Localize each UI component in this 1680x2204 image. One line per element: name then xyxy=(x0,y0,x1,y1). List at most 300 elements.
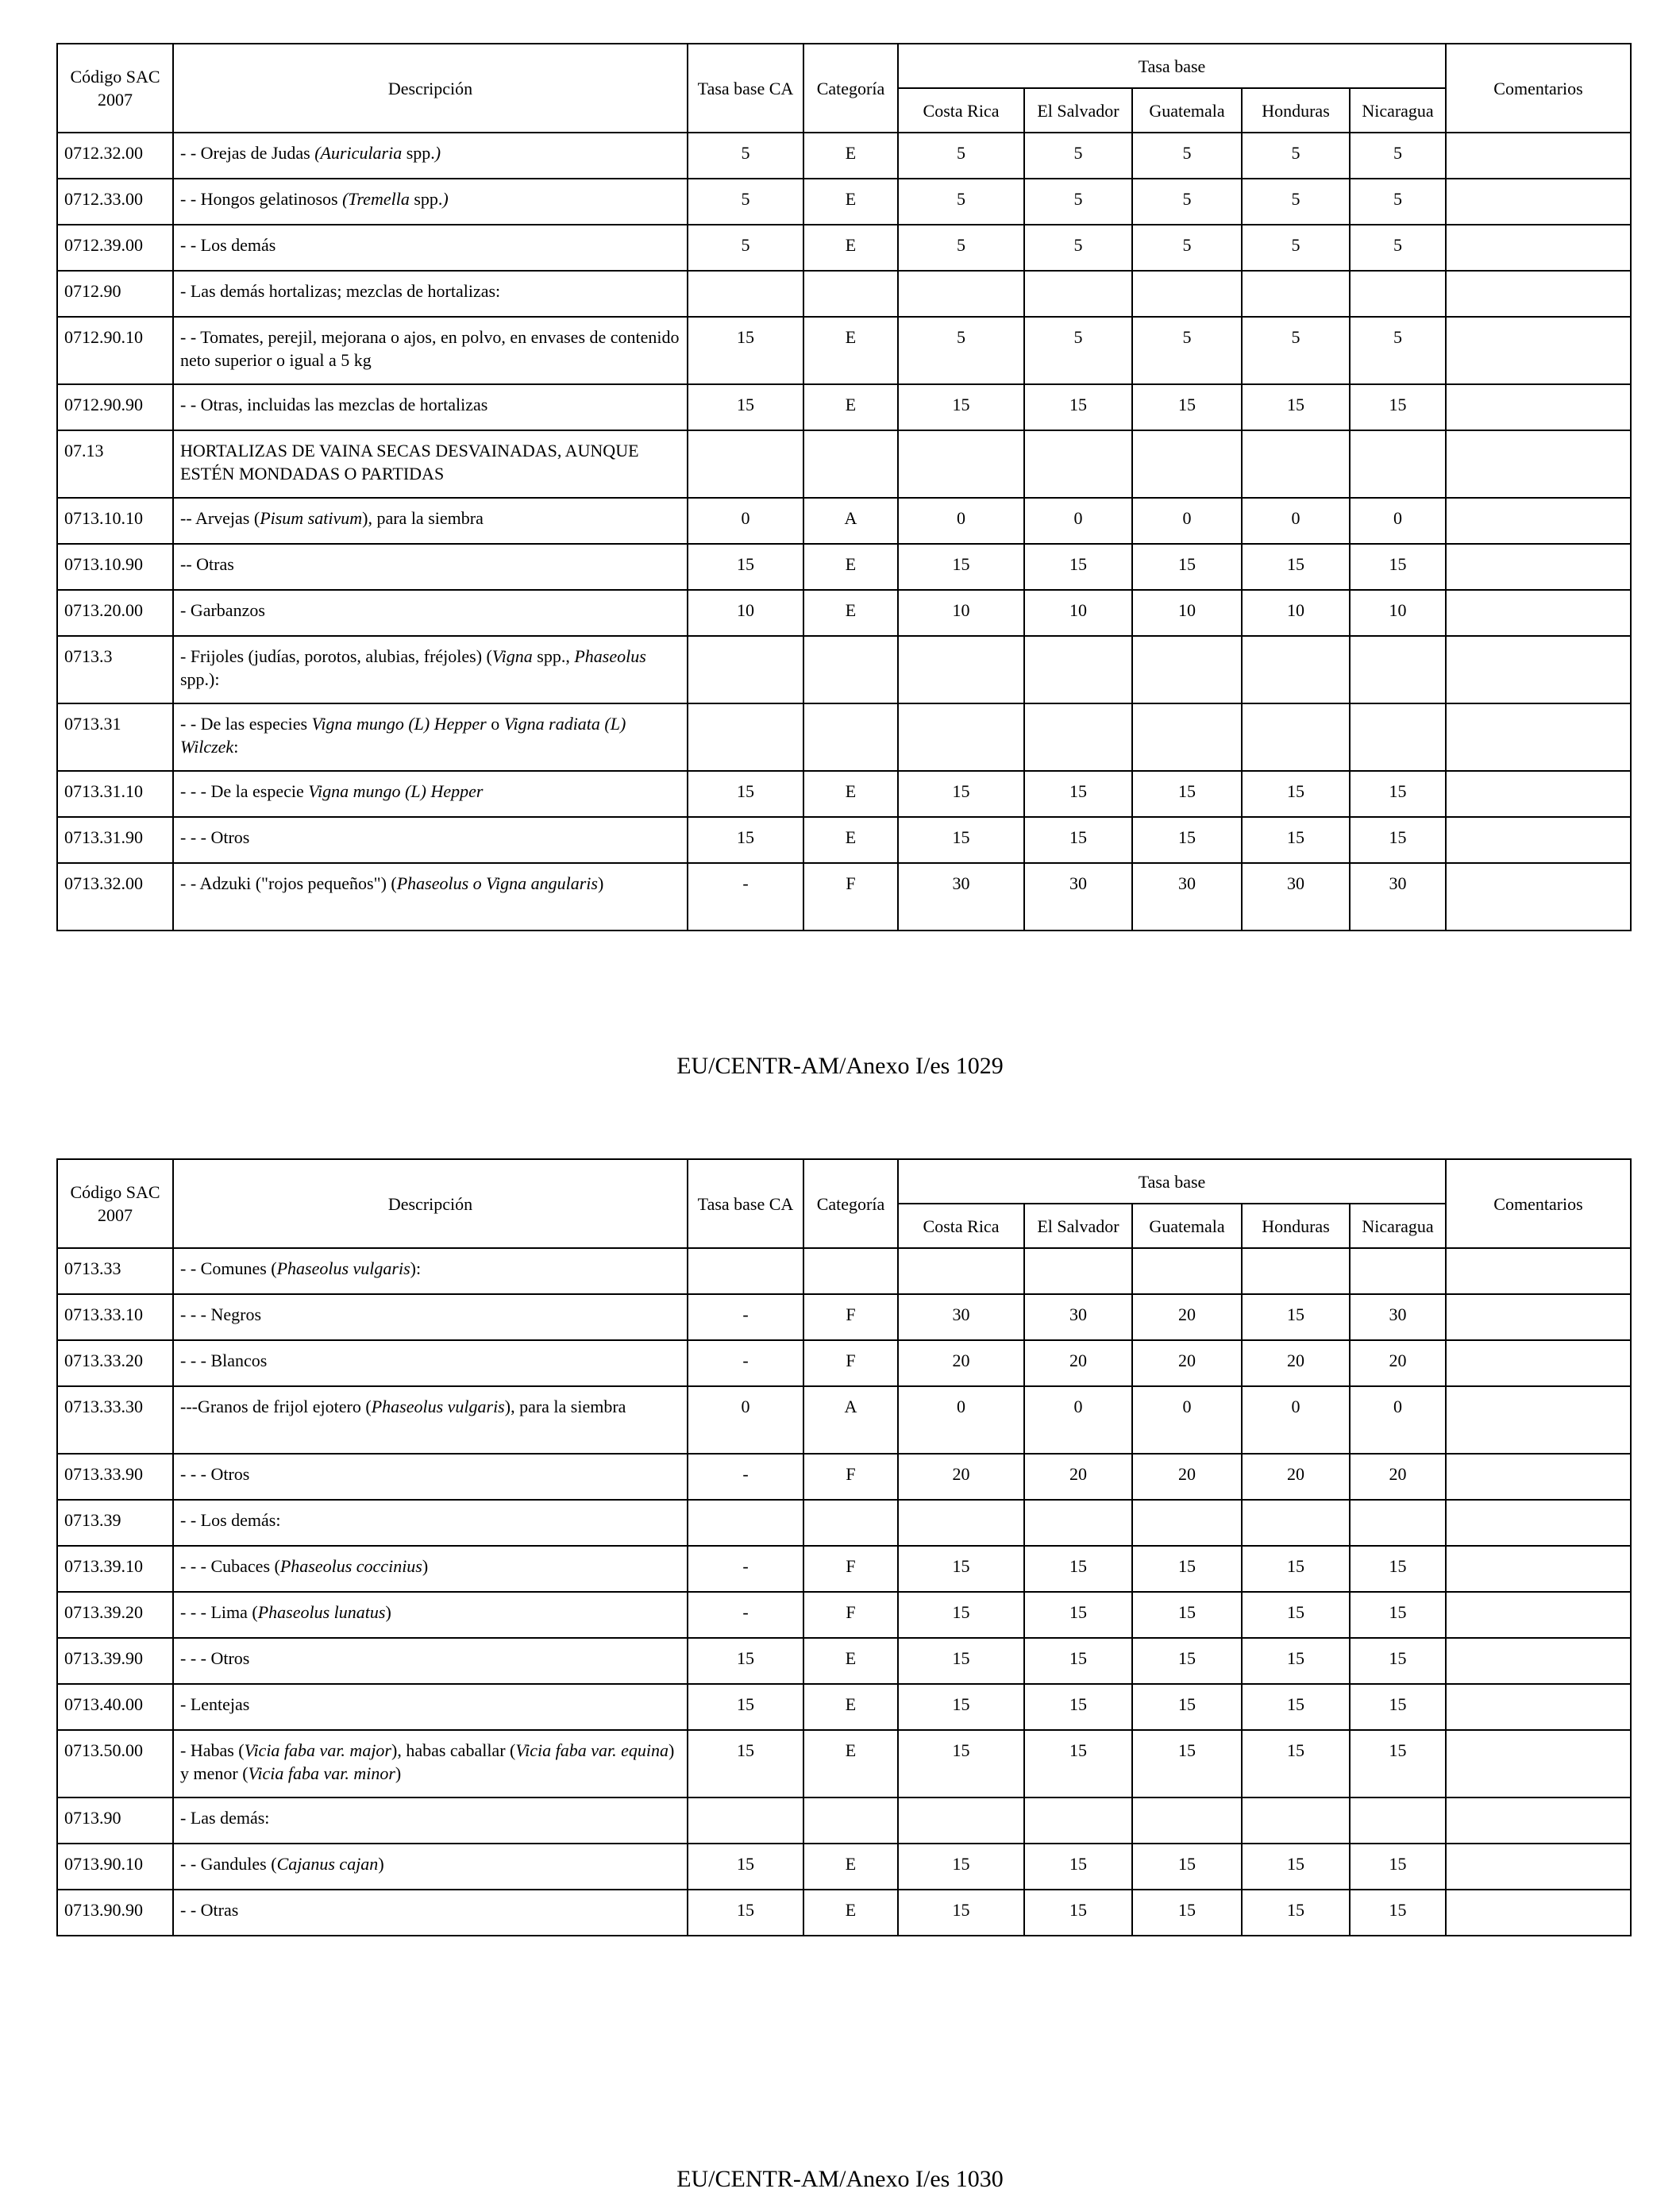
row-comments xyxy=(1446,1730,1631,1797)
row-country-rate: 0 xyxy=(1350,498,1446,544)
row-country-rate xyxy=(898,271,1024,317)
row-comments xyxy=(1446,1890,1631,1936)
row-code: 0713.20.00 xyxy=(57,590,173,636)
row-description: - - De las especies Vigna mungo (L) Hepper o Vigna radiata (L) Wilczek: xyxy=(173,703,688,771)
row-country-rate: 0 xyxy=(1242,1386,1350,1454)
row-country-rate: 15 xyxy=(1024,1592,1132,1638)
row-base-rate-ca xyxy=(688,1797,803,1844)
row-country-rate: 30 xyxy=(1132,863,1242,931)
row-description: - - Tomates, perejil, mejorana o ajos, en polvo, en envases de contenido neto superior o igual a 5 kg xyxy=(173,317,688,384)
table-row xyxy=(57,1638,1631,1684)
row-country-rate: 15 xyxy=(898,1546,1024,1592)
row-country-rate xyxy=(1024,703,1132,771)
row-category: E xyxy=(803,1730,898,1797)
row-country-rate: 15 xyxy=(898,817,1024,863)
row-description: - - - Otros xyxy=(173,817,688,863)
row-code: 0713.10.10 xyxy=(57,498,173,544)
page-footer: EU/CENTR-AM/Anexo I/es 1030 xyxy=(676,2166,1004,2192)
table-row xyxy=(57,1340,1631,1386)
row-description: - - - De la especie Vigna mungo (L) Hepper xyxy=(173,771,688,817)
row-code: 0713.31.90 xyxy=(57,817,173,863)
row-description: - - Orejas de Judas (Auricularia spp.) xyxy=(173,133,688,179)
table-row xyxy=(57,317,1631,384)
row-country-rate xyxy=(1242,1500,1350,1546)
row-description: HORTALIZAS DE VAINA SECAS DESVAINADAS, AUNQUE ESTÉN MONDADAS O PARTIDAS xyxy=(173,430,688,498)
row-base-rate-ca: 5 xyxy=(688,179,803,225)
header-country: Costa Rica xyxy=(898,1204,1024,1248)
row-comments xyxy=(1446,1248,1631,1294)
row-country-rate xyxy=(1132,636,1242,703)
row-comments xyxy=(1446,1844,1631,1890)
row-description: - - - Blancos xyxy=(173,1340,688,1386)
row-description: - - Adzuki ("rojos pequeños") (Phaseolus o Vigna angularis) xyxy=(173,863,688,931)
row-country-rate: 15 xyxy=(898,1730,1024,1797)
row-base-rate-ca: 5 xyxy=(688,133,803,179)
row-country-rate xyxy=(1350,636,1446,703)
row-country-rate: 15 xyxy=(1242,1546,1350,1592)
row-country-rate: 15 xyxy=(1132,1730,1242,1797)
row-code: 0712.90.90 xyxy=(57,384,173,430)
row-country-rate: 15 xyxy=(1350,771,1446,817)
row-base-rate-ca xyxy=(688,1248,803,1294)
row-category: F xyxy=(803,1340,898,1386)
row-category xyxy=(803,636,898,703)
row-description: - Garbanzos xyxy=(173,590,688,636)
row-country-rate: 5 xyxy=(1242,179,1350,225)
row-country-rate: 5 xyxy=(1024,133,1132,179)
header-country: Guatemala xyxy=(1132,1204,1242,1248)
row-country-rate: 5 xyxy=(1132,179,1242,225)
row-category: E xyxy=(803,1684,898,1730)
row-base-rate-ca xyxy=(688,430,803,498)
row-category: F xyxy=(803,1454,898,1500)
row-country-rate: 5 xyxy=(1242,225,1350,271)
row-country-rate: 15 xyxy=(1024,1638,1132,1684)
row-country-rate: 15 xyxy=(1350,817,1446,863)
tariff-table-page-1030 xyxy=(56,1158,1632,1936)
row-country-rate xyxy=(898,1500,1024,1546)
row-comments xyxy=(1446,1340,1631,1386)
row-country-rate: 30 xyxy=(1350,1294,1446,1340)
table-row xyxy=(57,590,1631,636)
row-country-rate: 15 xyxy=(1024,1844,1132,1890)
row-base-rate-ca: 5 xyxy=(688,225,803,271)
row-country-rate: 5 xyxy=(1350,317,1446,384)
row-category xyxy=(803,271,898,317)
row-country-rate: 0 xyxy=(1132,1386,1242,1454)
row-country-rate: 15 xyxy=(1024,817,1132,863)
row-country-rate: 30 xyxy=(1024,863,1132,931)
row-country-rate: 15 xyxy=(1350,1638,1446,1684)
row-country-rate: 15 xyxy=(1350,1730,1446,1797)
page-footer: EU/CENTR-AM/Anexo I/es 1029 xyxy=(676,1053,1004,1079)
row-country-rate: 5 xyxy=(1350,179,1446,225)
row-base-rate-ca: - xyxy=(688,1340,803,1386)
row-comments xyxy=(1446,817,1631,863)
table-row xyxy=(57,817,1631,863)
row-country-rate: 5 xyxy=(1024,225,1132,271)
row-code: 0713.33.10 xyxy=(57,1294,173,1340)
table-row xyxy=(57,179,1631,225)
header-base-rate-ca: Tasa base CA xyxy=(688,1159,803,1248)
table-row xyxy=(57,1730,1631,1797)
header-base-rate: Tasa base xyxy=(898,1159,1446,1204)
row-category: F xyxy=(803,863,898,931)
row-country-rate: 15 xyxy=(1024,544,1132,590)
row-country-rate xyxy=(898,1797,1024,1844)
row-country-rate: 30 xyxy=(898,863,1024,931)
row-country-rate: 15 xyxy=(1242,1684,1350,1730)
row-country-rate: 15 xyxy=(1242,1638,1350,1684)
row-country-rate xyxy=(1024,1797,1132,1844)
table-row xyxy=(57,636,1631,703)
header-comments: Comentarios xyxy=(1446,44,1631,133)
row-country-rate: 10 xyxy=(1024,590,1132,636)
table-row xyxy=(57,1248,1631,1294)
row-code: 0712.39.00 xyxy=(57,225,173,271)
row-country-rate: 15 xyxy=(1132,1592,1242,1638)
row-comments xyxy=(1446,1797,1631,1844)
row-country-rate: 15 xyxy=(1024,1890,1132,1936)
row-category xyxy=(803,430,898,498)
row-code: 0712.90.10 xyxy=(57,317,173,384)
row-description: - - - Cubaces (Phaseolus coccinius) xyxy=(173,1546,688,1592)
row-country-rate: 5 xyxy=(1132,133,1242,179)
row-country-rate xyxy=(1242,1248,1350,1294)
row-country-rate: 15 xyxy=(1242,384,1350,430)
row-country-rate: 15 xyxy=(1132,1890,1242,1936)
row-country-rate xyxy=(1024,1248,1132,1294)
table-row xyxy=(57,1797,1631,1844)
row-country-rate: 20 xyxy=(1132,1454,1242,1500)
row-base-rate-ca: 15 xyxy=(688,317,803,384)
row-comments xyxy=(1446,1294,1631,1340)
row-code: 0713.10.90 xyxy=(57,544,173,590)
row-category: E xyxy=(803,225,898,271)
row-code: 0713.31 xyxy=(57,703,173,771)
row-country-rate: 15 xyxy=(898,1638,1024,1684)
header-country: Costa Rica xyxy=(898,88,1024,133)
row-country-rate: 15 xyxy=(1024,1546,1132,1592)
header-description: Descripción xyxy=(173,1159,688,1248)
row-description: - - Los demás: xyxy=(173,1500,688,1546)
row-category: E xyxy=(803,817,898,863)
row-comments xyxy=(1446,544,1631,590)
row-description: - - Hongos gelatinosos (Tremella spp.) xyxy=(173,179,688,225)
table-row xyxy=(57,225,1631,271)
row-country-rate: 5 xyxy=(1132,317,1242,384)
row-country-rate: 0 xyxy=(1024,1386,1132,1454)
row-country-rate: 5 xyxy=(1132,225,1242,271)
table-row xyxy=(57,1454,1631,1500)
row-category: F xyxy=(803,1546,898,1592)
row-country-rate: 5 xyxy=(1242,133,1350,179)
row-comments xyxy=(1446,863,1631,931)
row-country-rate: 20 xyxy=(1132,1294,1242,1340)
row-category: A xyxy=(803,1386,898,1454)
header-code: Código SAC 2007 xyxy=(57,44,173,133)
row-country-rate xyxy=(1350,271,1446,317)
row-country-rate: 15 xyxy=(1242,1844,1350,1890)
row-country-rate xyxy=(898,636,1024,703)
row-country-rate: 15 xyxy=(1132,384,1242,430)
row-country-rate: 20 xyxy=(1132,1340,1242,1386)
row-country-rate: 15 xyxy=(898,384,1024,430)
row-comments xyxy=(1446,225,1631,271)
row-base-rate-ca xyxy=(688,271,803,317)
row-category xyxy=(803,1248,898,1294)
row-category: E xyxy=(803,384,898,430)
row-country-rate xyxy=(1242,430,1350,498)
row-country-rate xyxy=(1350,1248,1446,1294)
row-code: 0713.33.30 xyxy=(57,1386,173,1454)
row-category: A xyxy=(803,498,898,544)
row-description: ---Granos de frijol ejotero (Phaseolus vulgaris), para la siembra xyxy=(173,1386,688,1454)
header-description: Descripción xyxy=(173,44,688,133)
header-country: Nicaragua xyxy=(1350,1204,1446,1248)
header-base-rate: Tasa base xyxy=(898,44,1446,88)
row-country-rate: 0 xyxy=(1350,1386,1446,1454)
row-category xyxy=(803,1797,898,1844)
row-code: 0713.50.00 xyxy=(57,1730,173,1797)
row-base-rate-ca xyxy=(688,1500,803,1546)
row-country-rate xyxy=(898,1248,1024,1294)
row-description: -- Arvejas (Pisum sativum), para la siembra xyxy=(173,498,688,544)
row-base-rate-ca: 0 xyxy=(688,1386,803,1454)
row-base-rate-ca xyxy=(688,703,803,771)
row-base-rate-ca xyxy=(688,636,803,703)
row-base-rate-ca: - xyxy=(688,1546,803,1592)
row-category: F xyxy=(803,1592,898,1638)
row-base-rate-ca: 15 xyxy=(688,1890,803,1936)
row-country-rate: 15 xyxy=(1132,817,1242,863)
row-description: - Frijoles (judías, porotos, alubias, fréjoles) (Vigna spp., Phaseolus spp.): xyxy=(173,636,688,703)
row-country-rate: 15 xyxy=(1350,1684,1446,1730)
row-country-rate xyxy=(1024,636,1132,703)
row-code: 0713.31.10 xyxy=(57,771,173,817)
row-base-rate-ca: 15 xyxy=(688,1638,803,1684)
row-country-rate: 15 xyxy=(1024,771,1132,817)
row-country-rate: 5 xyxy=(1242,317,1350,384)
row-country-rate: 15 xyxy=(1242,1592,1350,1638)
row-code: 0713.39.90 xyxy=(57,1638,173,1684)
row-base-rate-ca: 0 xyxy=(688,498,803,544)
table-row xyxy=(57,133,1631,179)
row-comments xyxy=(1446,271,1631,317)
row-country-rate xyxy=(1350,1797,1446,1844)
row-country-rate: 15 xyxy=(1350,1844,1446,1890)
header-category: Categoría xyxy=(803,44,898,133)
row-code: 0712.90 xyxy=(57,271,173,317)
row-comments xyxy=(1446,430,1631,498)
row-code: 0713.39.20 xyxy=(57,1592,173,1638)
row-country-rate: 10 xyxy=(1242,590,1350,636)
row-base-rate-ca: - xyxy=(688,1294,803,1340)
row-base-rate-ca: 15 xyxy=(688,544,803,590)
row-country-rate xyxy=(1132,1797,1242,1844)
row-country-rate: 15 xyxy=(898,1684,1024,1730)
row-country-rate: 15 xyxy=(1024,384,1132,430)
row-description: - Habas (Vicia faba var. major), habas caballar (Vicia faba var. equina) y menor (Vicia faba var. minor) xyxy=(173,1730,688,1797)
row-code: 0713.32.00 xyxy=(57,863,173,931)
row-country-rate xyxy=(898,703,1024,771)
row-country-rate: 15 xyxy=(1242,544,1350,590)
row-comments xyxy=(1446,498,1631,544)
table-row xyxy=(57,498,1631,544)
row-description: - Las demás: xyxy=(173,1797,688,1844)
row-code: 0713.33 xyxy=(57,1248,173,1294)
row-country-rate: 0 xyxy=(898,1386,1024,1454)
row-comments xyxy=(1446,703,1631,771)
row-country-rate: 15 xyxy=(1350,384,1446,430)
row-country-rate: 20 xyxy=(1350,1340,1446,1386)
table-row xyxy=(57,1844,1631,1890)
row-country-rate xyxy=(1350,1500,1446,1546)
row-description: - - Comunes (Phaseolus vulgaris): xyxy=(173,1248,688,1294)
table-row xyxy=(57,1592,1631,1638)
table-row xyxy=(57,703,1631,771)
row-comments xyxy=(1446,1546,1631,1592)
row-code: 0713.90.10 xyxy=(57,1844,173,1890)
row-country-rate: 15 xyxy=(1350,1592,1446,1638)
row-description: - - - Negros xyxy=(173,1294,688,1340)
row-country-rate: 5 xyxy=(1024,179,1132,225)
table-row xyxy=(57,384,1631,430)
row-code: 0713.40.00 xyxy=(57,1684,173,1730)
row-country-rate xyxy=(1024,271,1132,317)
row-category: E xyxy=(803,317,898,384)
row-country-rate: 15 xyxy=(1132,1684,1242,1730)
row-country-rate: 30 xyxy=(898,1294,1024,1340)
row-category: E xyxy=(803,544,898,590)
row-category: E xyxy=(803,771,898,817)
row-country-rate: 20 xyxy=(1024,1454,1132,1500)
row-base-rate-ca: - xyxy=(688,1592,803,1638)
table-row xyxy=(57,544,1631,590)
row-country-rate: 15 xyxy=(1024,1684,1132,1730)
row-category: E xyxy=(803,179,898,225)
tariff-table-page-1029 xyxy=(56,43,1632,931)
row-base-rate-ca: 15 xyxy=(688,1730,803,1797)
table-row xyxy=(57,1294,1631,1340)
row-country-rate: 30 xyxy=(1350,863,1446,931)
row-country-rate: 15 xyxy=(1132,1638,1242,1684)
row-country-rate: 15 xyxy=(1242,771,1350,817)
row-country-rate xyxy=(1242,636,1350,703)
header-country: El Salvador xyxy=(1024,1204,1132,1248)
row-comments xyxy=(1446,1500,1631,1546)
row-country-rate: 15 xyxy=(1242,817,1350,863)
row-code: 0713.33.20 xyxy=(57,1340,173,1386)
row-country-rate: 10 xyxy=(898,590,1024,636)
row-country-rate: 15 xyxy=(1350,1546,1446,1592)
row-country-rate: 10 xyxy=(1350,590,1446,636)
row-description: - Lentejas xyxy=(173,1684,688,1730)
row-comments xyxy=(1446,636,1631,703)
row-code: 0713.39.10 xyxy=(57,1546,173,1592)
header-country: Honduras xyxy=(1242,88,1350,133)
row-description: -- Otras xyxy=(173,544,688,590)
row-country-rate: 5 xyxy=(1024,317,1132,384)
row-country-rate: 0 xyxy=(898,498,1024,544)
row-country-rate: 15 xyxy=(898,1890,1024,1936)
row-country-rate: 20 xyxy=(898,1340,1024,1386)
row-code: 0713.3 xyxy=(57,636,173,703)
row-description: - - Gandules (Cajanus cajan) xyxy=(173,1844,688,1890)
row-country-rate: 15 xyxy=(898,771,1024,817)
row-country-rate: 5 xyxy=(898,225,1024,271)
row-category: F xyxy=(803,1294,898,1340)
table-row xyxy=(57,271,1631,317)
row-category: E xyxy=(803,1890,898,1936)
row-country-rate xyxy=(1242,703,1350,771)
row-comments xyxy=(1446,384,1631,430)
row-country-rate xyxy=(1132,703,1242,771)
row-country-rate xyxy=(1132,271,1242,317)
table-row xyxy=(57,863,1631,931)
row-country-rate: 15 xyxy=(1350,1890,1446,1936)
row-comments xyxy=(1446,317,1631,384)
row-category: E xyxy=(803,1844,898,1890)
row-comments xyxy=(1446,1592,1631,1638)
header-country: Honduras xyxy=(1242,1204,1350,1248)
row-country-rate: 15 xyxy=(1242,1890,1350,1936)
row-comments xyxy=(1446,1386,1631,1454)
row-comments xyxy=(1446,590,1631,636)
row-country-rate: 30 xyxy=(1242,863,1350,931)
header-comments: Comentarios xyxy=(1446,1159,1631,1248)
table-row xyxy=(57,1684,1631,1730)
row-country-rate: 15 xyxy=(898,544,1024,590)
row-country-rate: 15 xyxy=(1350,544,1446,590)
row-code: 0713.39 xyxy=(57,1500,173,1546)
row-country-rate: 15 xyxy=(1242,1730,1350,1797)
row-country-rate xyxy=(1024,1500,1132,1546)
table-row xyxy=(57,1890,1631,1936)
row-description: - - - Otros xyxy=(173,1638,688,1684)
table-row xyxy=(57,771,1631,817)
row-country-rate xyxy=(1242,1797,1350,1844)
row-code: 0713.90.90 xyxy=(57,1890,173,1936)
row-country-rate: 15 xyxy=(1132,771,1242,817)
row-country-rate: 5 xyxy=(1350,133,1446,179)
row-category: E xyxy=(803,133,898,179)
row-base-rate-ca: - xyxy=(688,863,803,931)
row-description: - - - Lima (Phaseolus lunatus) xyxy=(173,1592,688,1638)
row-country-rate: 5 xyxy=(898,317,1024,384)
row-country-rate xyxy=(1132,1248,1242,1294)
row-country-rate xyxy=(1132,430,1242,498)
row-country-rate: 15 xyxy=(898,1592,1024,1638)
row-country-rate xyxy=(898,430,1024,498)
row-base-rate-ca: 15 xyxy=(688,771,803,817)
row-country-rate: 10 xyxy=(1132,590,1242,636)
row-base-rate-ca: 15 xyxy=(688,384,803,430)
row-base-rate-ca: 15 xyxy=(688,1684,803,1730)
row-base-rate-ca: - xyxy=(688,1454,803,1500)
row-country-rate xyxy=(1132,1500,1242,1546)
row-description: - - Otras, incluidas las mezclas de hortalizas xyxy=(173,384,688,430)
header-base-rate-ca: Tasa base CA xyxy=(688,44,803,133)
row-country-rate: 0 xyxy=(1242,498,1350,544)
row-country-rate: 20 xyxy=(1024,1340,1132,1386)
row-comments xyxy=(1446,179,1631,225)
row-country-rate: 20 xyxy=(898,1454,1024,1500)
row-country-rate: 5 xyxy=(898,133,1024,179)
row-code: 0712.33.00 xyxy=(57,179,173,225)
row-base-rate-ca: 10 xyxy=(688,590,803,636)
row-country-rate: 15 xyxy=(1132,1844,1242,1890)
